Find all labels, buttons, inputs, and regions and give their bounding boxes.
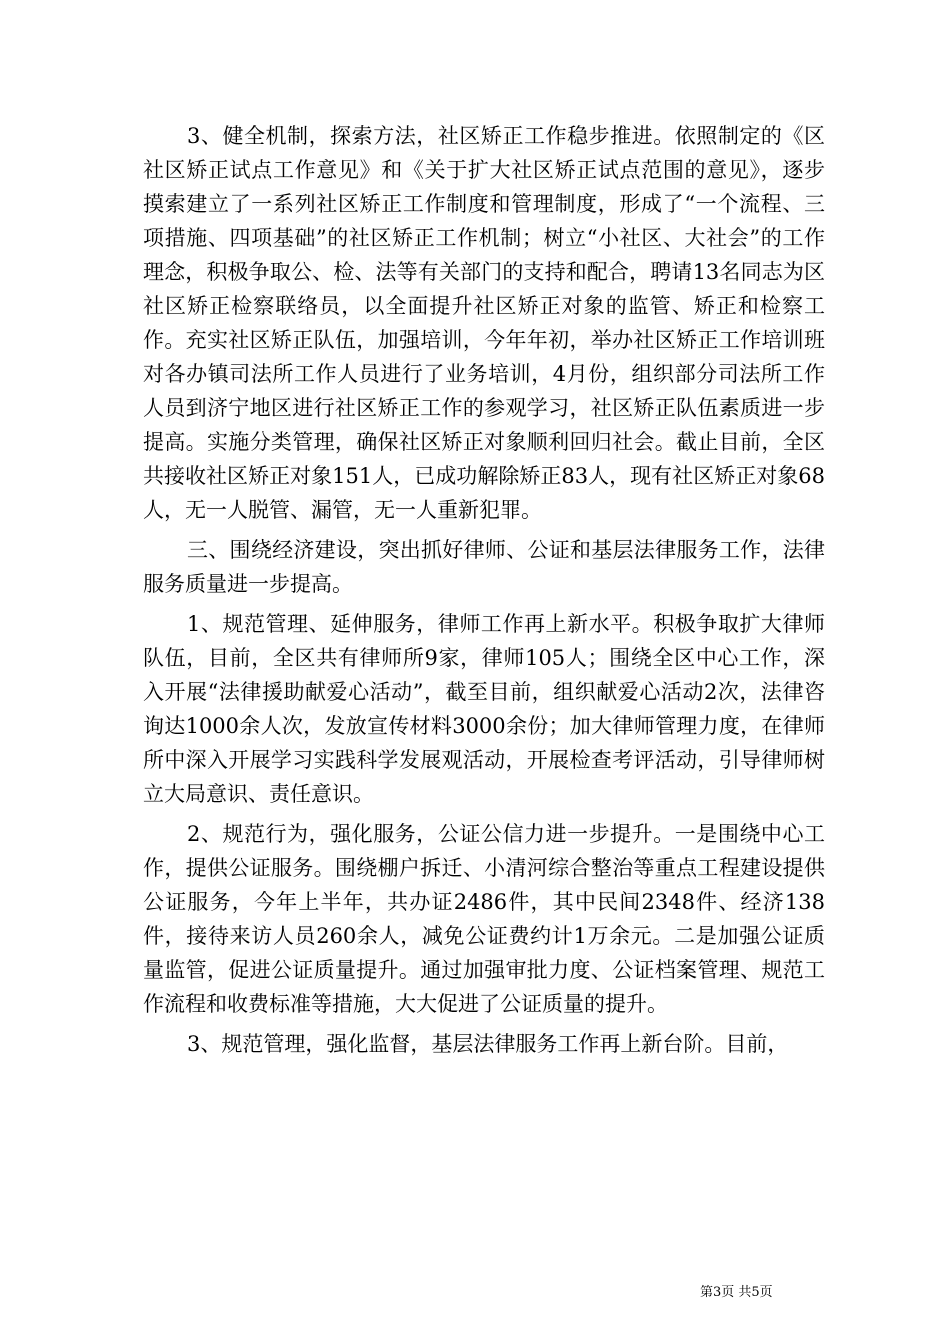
paragraph-grassroots-legal-service: 3、规范管理，强化监督，基层法律服务工作再上新台阶。目前，: [187, 1032, 789, 1056]
paragraph-lawyer-work: 1、规范管理、延伸服务，律师工作再上新水平。积极争取扩大律师队伍，目前，全区共有律师所9家，律师105人；围绕全区中心工作，深入开展“法律援助献爱心活动”，截至目前，组织献爱心活动2次，法律咨询达1000余人次，发放宣传材料3000余份；加大律师管理力度，在律师所中深入开展学习实践科学发展观活动，开展检查考评活动，引导律师树立大局意识、责任意识。: [143, 612, 825, 806]
paragraph-section-three-heading: 三、围绕经济建设，突出抓好律师、公证和基层法律服务工作，法律服务质量进一步提高。: [143, 538, 825, 596]
paragraph-community-correction: 3、健全机制，探索方法，社区矫正工作稳步推进。依照制定的《区社区矫正试点工作意见》和《关于扩大社区矫正试点范围的意见》，逐步摸索建立了一系列社区矫正工作制度和管理制度，形成了“一个流程、三项措施、四项基础”的社区矫正工作机制；树立“小社区、大社会”的工作理念，积极争取公、检、法等有关部门的支持和配合，聘请13名同志为区社区矫正检察联络员，以全面提升社区矫正对象的监管、矫正和检察工作。充实社区矫正队伍，加强培训，今年年初，举办社区矫正工作培训班对各办镇司法所工作人员进行了业务培训，4月份，组织部分司法所工作人员到济宁地区进行社区矫正工作的参观学习，社区矫正队伍素质进一步提高。实施分类管理，确保社区矫正对象顺利回归社会。截止目前，全区共接收社区矫正对象151人，已成功解除矫正83人，现有社区矫正对象68人，无一人脱管、漏管，无一人重新犯罪。: [143, 124, 825, 522]
page-number-footer: 第3页 共5页: [700, 1285, 773, 1300]
document-body: [143, 119, 825, 1061]
paragraph-notary-work: 2、规范行为，强化服务，公证公信力进一步提升。一是围绕中心工作，提供公证服务。围绕棚户拆迁、小清河综合整治等重点工程建设提供公证服务，今年上半年，共办证2486件，其中民间2348件、经济138件，接待来访人员260余人，减免公证费约计1万余元。二是加强公证质量监管，促进公证质量提升。通过加强审批力度、公证档案管理、规范工作流程和收费标准等措施，大大促进了公证质量的提升。: [143, 822, 825, 1016]
